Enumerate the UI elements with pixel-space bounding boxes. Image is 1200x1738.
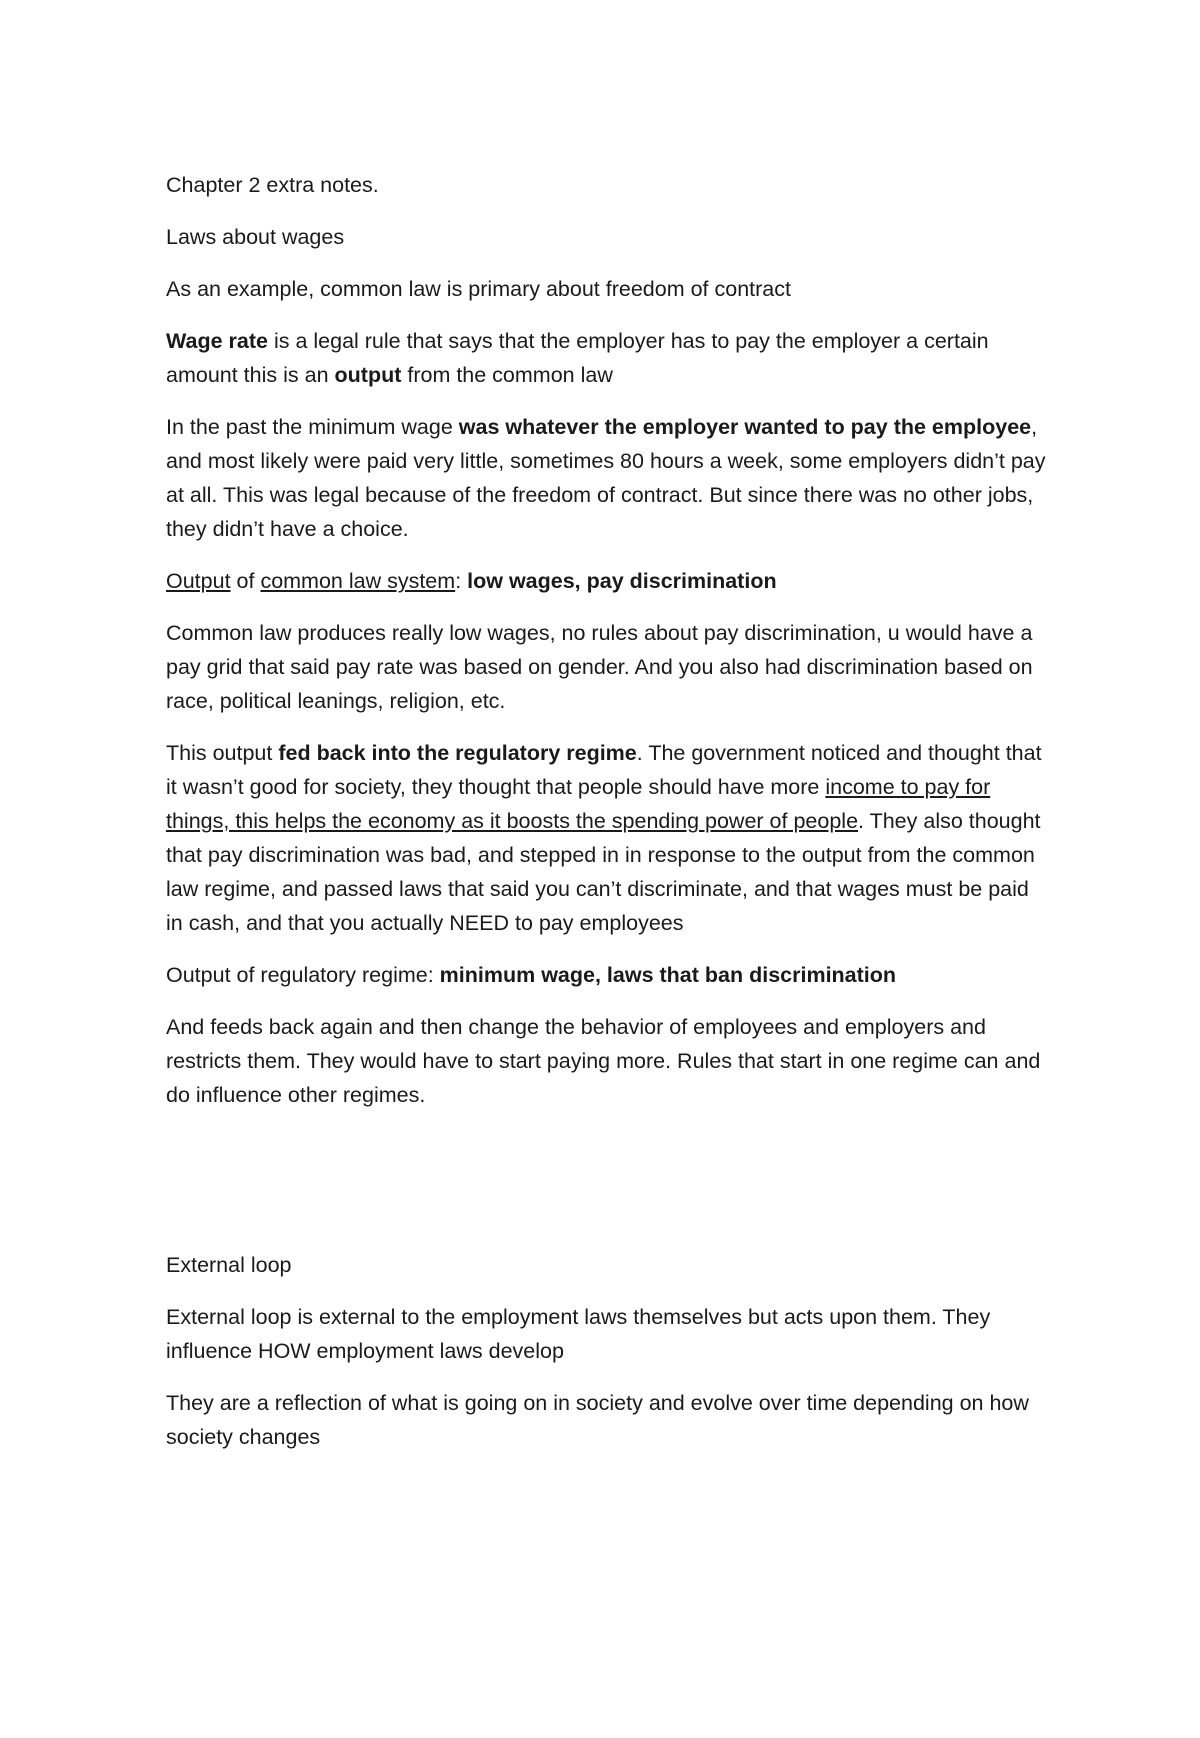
paragraph-feeds-back: And feeds back again and then change the behavior of employees and employers and restricts them. They would have to start paying more. Rules that start in one regime can and do influence other regimes. xyxy=(166,1015,1041,1107)
text-span: . The government noticed and thought that it wasn’t good for society, they thought that people should have more xyxy=(166,741,1042,799)
paragraph-wage-rate xyxy=(166,324,1046,392)
text-span: , and most likely were paid very little, sometimes 80 hours a week, some employers didn’t pay at all. This was legal because of the freedom of contract. But since there was no other jobs, they didn’t have a choice. xyxy=(166,415,1046,541)
paragraph-fed-back xyxy=(166,736,1046,940)
bold-employer-wanted: was whatever the employer wanted to pay the employee xyxy=(458,415,1032,439)
document-title: Chapter 2 extra notes. xyxy=(166,173,379,197)
section-heading-laws-about-wages: Laws about wages xyxy=(166,225,345,249)
paragraph-reflection: They are a reflection of what is going on in society and evolve over time depending on how society changes xyxy=(166,1391,1029,1449)
bold-fed-back: fed back into the regulatory regime xyxy=(278,741,637,765)
text-span: Output of regulatory regime: xyxy=(166,963,440,987)
underlined-common-law-system: common law system xyxy=(260,569,456,593)
bold-output: output xyxy=(334,363,402,387)
bold-minimum-wage: minimum wage, laws that ban discrimination xyxy=(439,963,897,987)
text-span: This output xyxy=(166,741,279,765)
paragraph-past-minimum-wage xyxy=(166,410,1046,546)
paragraph-example: As an example, common law is primary about freedom of contract xyxy=(166,277,791,301)
blank-space xyxy=(166,1130,1046,1248)
paragraph-common-law-produces: Common law produces really low wages, no rules about pay discrimination, u would have a pay grid that said pay rate was based on gender. And you also had discrimination based on race, political leanings, religion, etc. xyxy=(166,621,1033,713)
text-span: of xyxy=(230,569,261,593)
text-span: . They also thought that pay discrimination was bad, and stepped in in response to the output from the common law regime, and passed laws that said you can’t discriminate, and that wages must be paid in cash, and that you actually NEED to pay employees xyxy=(166,809,1041,935)
paragraph-output-common-law xyxy=(166,564,1046,598)
underlined-income: income to pay for things, this helps the economy as it boosts the spending power of people xyxy=(166,775,991,833)
text-span: is a legal rule that says that the employer has to pay the employer a certain amount this is an xyxy=(166,329,989,387)
text-span: from the common law xyxy=(401,363,613,387)
paragraph-output-regulatory xyxy=(166,958,1046,992)
text-span: : xyxy=(455,569,468,593)
paragraph-external-loop: External loop is external to the employment laws themselves but acts upon them. They influence HOW employment laws develop xyxy=(166,1305,991,1363)
text-span: In the past the minimum wage xyxy=(166,415,459,439)
bold-low-wages: low wages, pay discrimination xyxy=(467,569,777,593)
bold-wage-rate: Wage rate xyxy=(166,329,268,353)
section-heading-external-loop: External loop xyxy=(166,1253,292,1277)
underlined-output: Output xyxy=(166,569,231,593)
document-body xyxy=(166,168,1046,1472)
